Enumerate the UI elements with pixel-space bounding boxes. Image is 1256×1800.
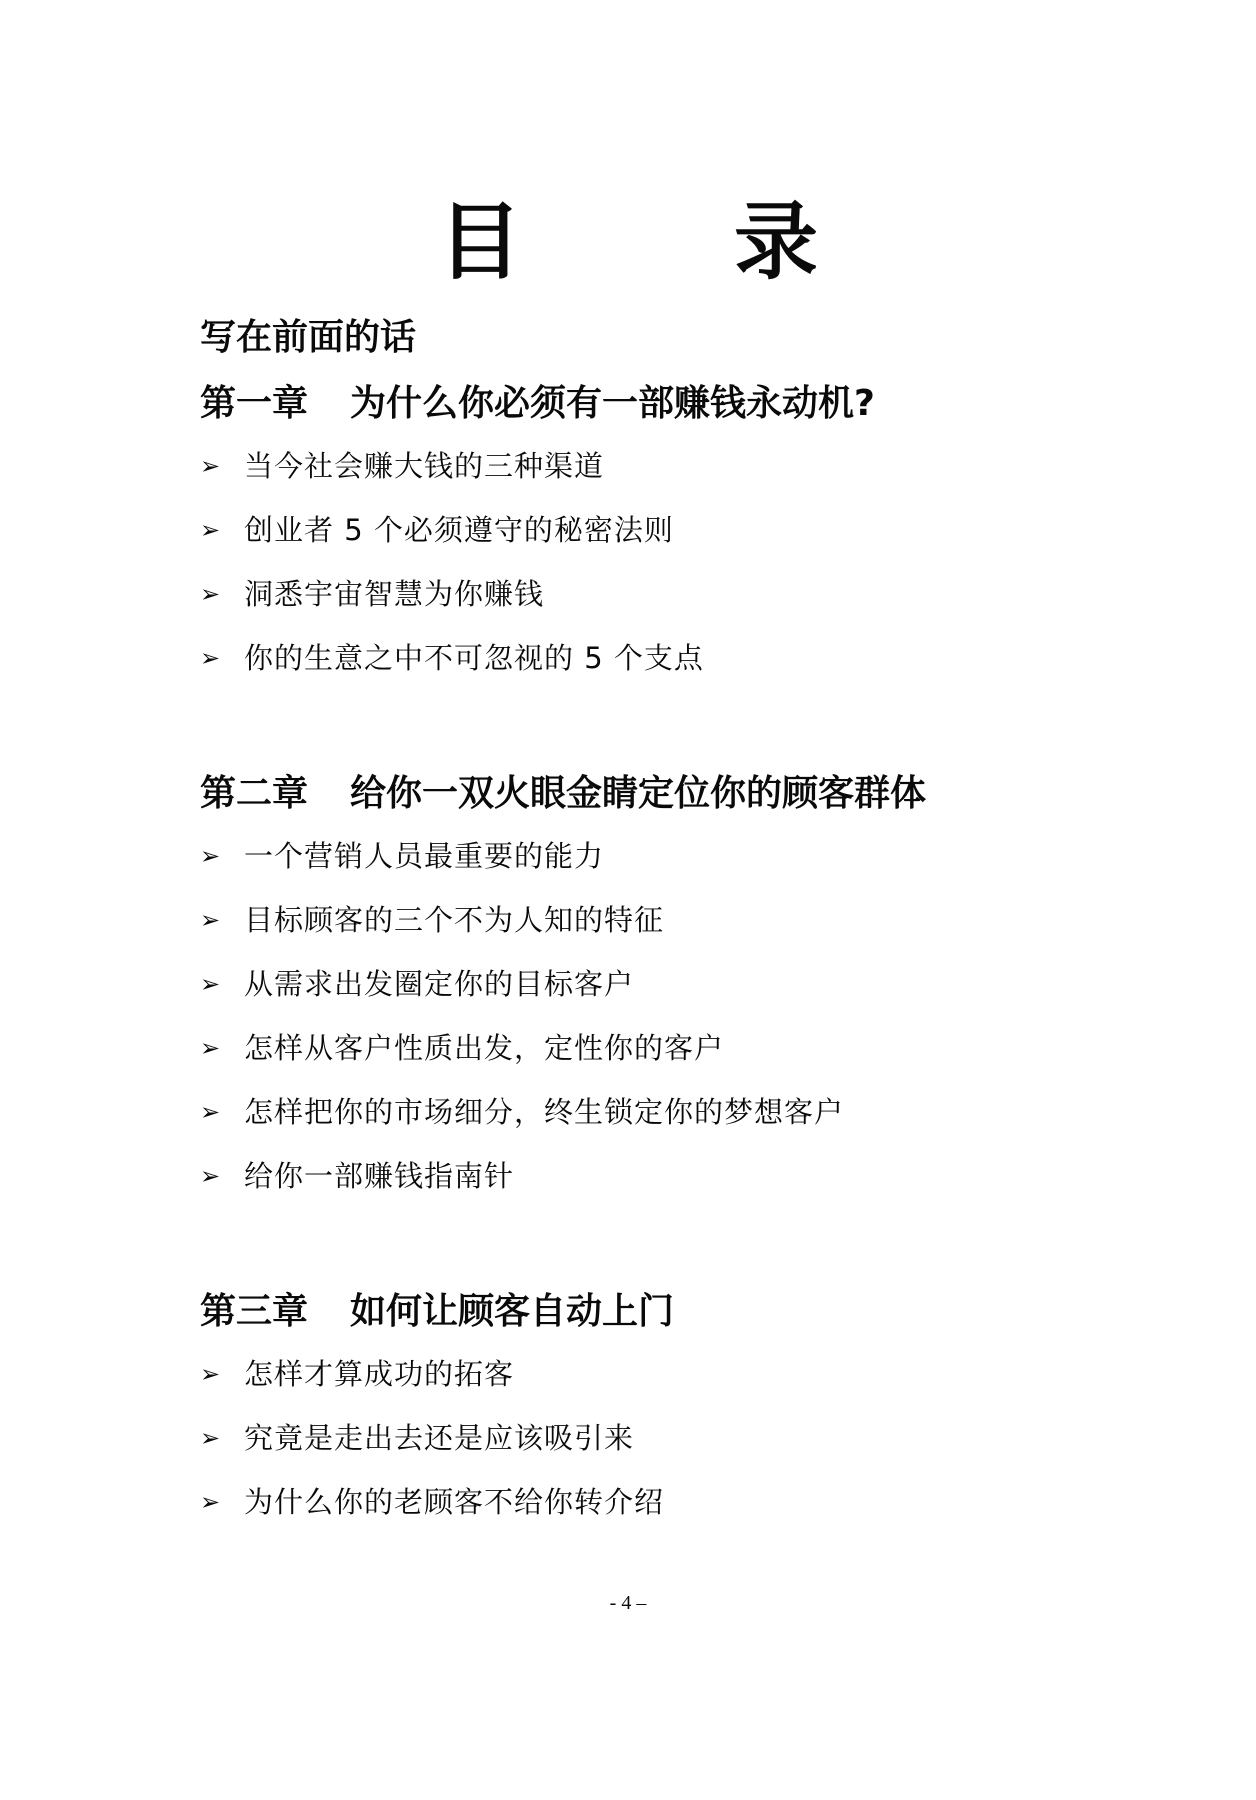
arrow-bullet-icon: ➢ [200, 644, 222, 672]
chapter-2-number: 第二章 [200, 773, 309, 814]
chapter-1-number: 第一章 [200, 383, 309, 424]
toc-item-label: 怎样从客户性质出发，定性你的客户 [244, 1031, 725, 1065]
toc-item [200, 449, 605, 483]
toc-item [200, 839, 605, 873]
toc-item [200, 1357, 515, 1391]
arrow-bullet-icon: ➢ [200, 842, 222, 870]
arrow-bullet-icon: ➢ [200, 516, 222, 544]
toc-item-label: 一个营销人员最重要的能力 [244, 839, 605, 873]
toc-item-label: 目标顾客的三个不为人知的特征 [244, 903, 665, 937]
toc-item [200, 577, 545, 611]
chapter-1-title: 为什么你必须有一部赚钱永动机? [350, 383, 875, 424]
arrow-bullet-icon: ➢ [200, 1162, 222, 1190]
arrow-bullet-icon: ➢ [200, 452, 222, 480]
arrow-bullet-icon: ➢ [200, 1098, 222, 1126]
page-number: - 4 – [609, 1592, 647, 1614]
chapter-2-heading [200, 773, 927, 814]
toc-item [200, 1031, 725, 1065]
toc-item [200, 513, 674, 547]
page-title: 目 录 [437, 193, 882, 291]
preface-heading: 写在前面的话 [200, 317, 417, 358]
toc-item-label: 创业者 5 个必须遵守的秘密法则 [244, 513, 674, 547]
arrow-bullet-icon: ➢ [200, 1360, 222, 1388]
chapter-3-title: 如何让顾客自动上门 [350, 1291, 675, 1332]
chapter-3-number: 第三章 [200, 1291, 309, 1332]
chapter-3-heading [200, 1291, 675, 1332]
toc-item-label: 洞悉宇宙智慧为你赚钱 [244, 577, 545, 611]
toc-item [200, 1159, 515, 1193]
toc-item-label: 为什么你的老顾客不给你转介绍 [244, 1485, 665, 1519]
toc-item [200, 967, 635, 1001]
arrow-bullet-icon: ➢ [200, 1424, 222, 1452]
arrow-bullet-icon: ➢ [200, 970, 222, 998]
toc-item-label: 从需求出发圈定你的目标客户 [244, 967, 635, 1001]
toc-item [200, 1421, 635, 1455]
chapter-1-heading [200, 383, 875, 424]
toc-item-label: 给你一部赚钱指南针 [244, 1159, 515, 1193]
toc-item [200, 1485, 665, 1519]
arrow-bullet-icon: ➢ [200, 580, 222, 608]
toc-item [200, 641, 704, 675]
arrow-bullet-icon: ➢ [200, 1034, 222, 1062]
toc-item-label: 怎样把你的市场细分，终生锁定你的梦想客户 [244, 1095, 845, 1129]
arrow-bullet-icon: ➢ [200, 1488, 222, 1516]
toc-item-label: 怎样才算成功的拓客 [244, 1357, 515, 1391]
toc-item [200, 903, 665, 937]
toc-item [200, 1095, 845, 1129]
toc-item-label: 究竟是走出去还是应该吸引来 [244, 1421, 635, 1455]
chapter-2-title: 给你一双火眼金睛定位你的顾客群体 [350, 773, 927, 814]
toc-item-label: 当今社会赚大钱的三种渠道 [244, 449, 605, 483]
toc-item-label: 你的生意之中不可忽视的 5 个支点 [244, 641, 704, 675]
arrow-bullet-icon: ➢ [200, 906, 222, 934]
